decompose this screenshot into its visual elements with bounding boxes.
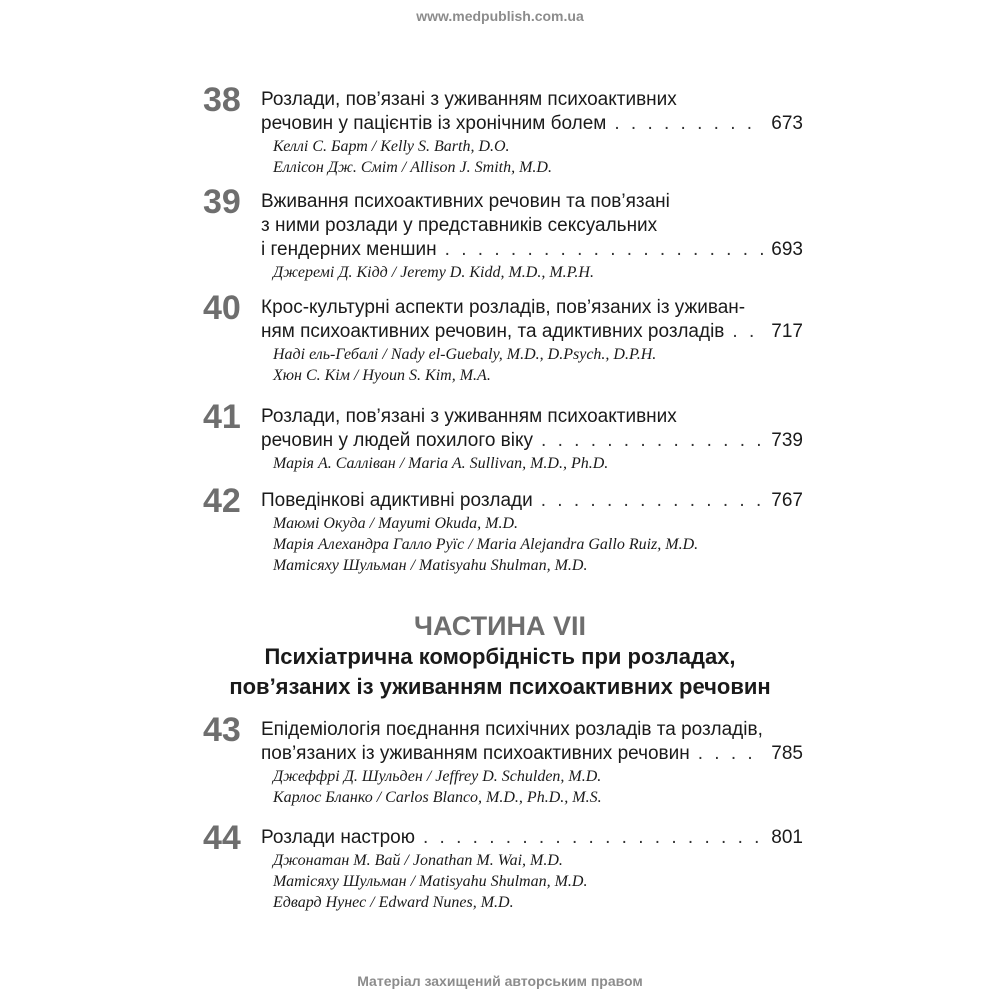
chapter-number: 44 [203, 819, 241, 857]
chapter-title-line: з ними розлади у представників сексуальних [261, 215, 658, 236]
chapter-author: Матісяху Шульман / Matisyahu Shulman, M.D. [273, 873, 588, 890]
dot-leader [698, 742, 766, 766]
chapter-title-last-line [261, 826, 803, 850]
chapter-title-text: пов’язаних із уживанням психоактивних речовин [261, 743, 690, 764]
chapter-title-last-line [261, 320, 803, 344]
page-number: 673 [771, 113, 803, 134]
dot-leader [423, 826, 765, 850]
chapter-title-last-line [261, 429, 803, 453]
chapter-number: 43 [203, 711, 241, 749]
dot-leader [614, 112, 765, 136]
chapter-number: 39 [203, 183, 241, 221]
chapter-author: Еллісон Дж. Сміт / Allison J. Smith, M.D. [273, 159, 552, 176]
chapter-title-text: Поведінкові адиктивні розлади [261, 490, 533, 511]
dot-leader [541, 429, 765, 453]
chapter-title-text: речовин у людей похилого віку [261, 430, 534, 451]
chapter-number: 40 [203, 289, 241, 327]
chapter-author: Едвард Нунес / Edward Nunes, M.D. [273, 894, 514, 911]
page-number: 693 [771, 239, 803, 260]
dot-leader [445, 238, 766, 262]
site-url: www.medpublish.com.ua [416, 8, 584, 24]
chapter-number: 38 [203, 81, 241, 119]
page-number: 717 [771, 321, 803, 342]
chapter-title-line: Крос-культурні аспекти розладів, пов’язаних із уживан- [261, 297, 746, 318]
chapter-title-text: речовин у пацієнтів із хронічним болем [261, 113, 607, 134]
chapter-author: Келлі С. Барт / Kelly S. Barth, D.O. [273, 138, 510, 155]
chapter-author: Марія Алехандра Галло Руїс / Maria Alejandra Gallo Ruiz, M.D. [273, 536, 699, 553]
chapter-title-last-line [261, 489, 803, 513]
chapter-author: Джеремі Д. Кідд / Jeremy D. Kidd, M.D., M.P.H. [273, 264, 594, 281]
page-number: 785 [771, 743, 803, 764]
part-title-line: Психіатрична коморбідність при розладах, [264, 644, 736, 669]
part-title-line: пов’язаних із уживанням психоактивних речовин [229, 674, 771, 699]
chapter-author: Джеффрі Д. Шульден / Jeffrey D. Schulden, M.D. [273, 768, 602, 785]
chapter-title-text: Розлади настрою [261, 827, 415, 848]
chapter-author: Джонатан М. Вай / Jonathan M. Wai, M.D. [273, 852, 563, 869]
chapter-title-line: Епідеміологія поєднання психічних розладів та розладів, [261, 719, 763, 740]
chapter-title-last-line [261, 238, 803, 262]
dot-leader [732, 320, 765, 344]
chapter-title-line: Розлади, пов’язані з уживанням психоактивних [261, 406, 677, 427]
chapter-title-text: і гендерних меншин [261, 239, 437, 260]
chapter-number: 42 [203, 482, 241, 520]
page-number: 739 [771, 430, 803, 451]
chapter-author: Матісяху Шульман / Matisyahu Shulman, M.D. [273, 557, 588, 574]
chapter-author: Хюн С. Кім / Hyoun S. Kim, M.A. [273, 367, 491, 384]
chapter-title-last-line [261, 112, 803, 136]
chapter-title-last-line [261, 742, 803, 766]
dot-leader [541, 489, 766, 513]
chapter-title-text: ням психоактивних речовин, та адиктивних розладів [261, 321, 725, 342]
chapter-title-line: Розлади, пов’язані з уживанням психоактивних [261, 89, 677, 110]
part-label: ЧАСТИНА VII [413, 611, 587, 641]
page-number: 767 [771, 490, 803, 511]
copyright-footer: Матеріал захищений авторським правом [357, 973, 643, 989]
chapter-author: Маюмі Окуда / Mayumi Okuda, M.D. [273, 515, 519, 532]
chapter-number: 41 [203, 398, 241, 436]
page-number: 801 [771, 827, 803, 848]
chapter-title-line: Вживання психоактивних речовин та пов’язані [261, 191, 670, 212]
chapter-author: Карлос Бланко / Carlos Blanco, M.D., Ph.D., M.S. [273, 789, 602, 806]
chapter-author: Марія А. Салліван / Maria A. Sullivan, M.D., Ph.D. [273, 455, 609, 472]
chapter-author: Наді ель-Гебалі / Nady el-Guebaly, M.D., D.Psych., D.P.H. [273, 346, 657, 363]
